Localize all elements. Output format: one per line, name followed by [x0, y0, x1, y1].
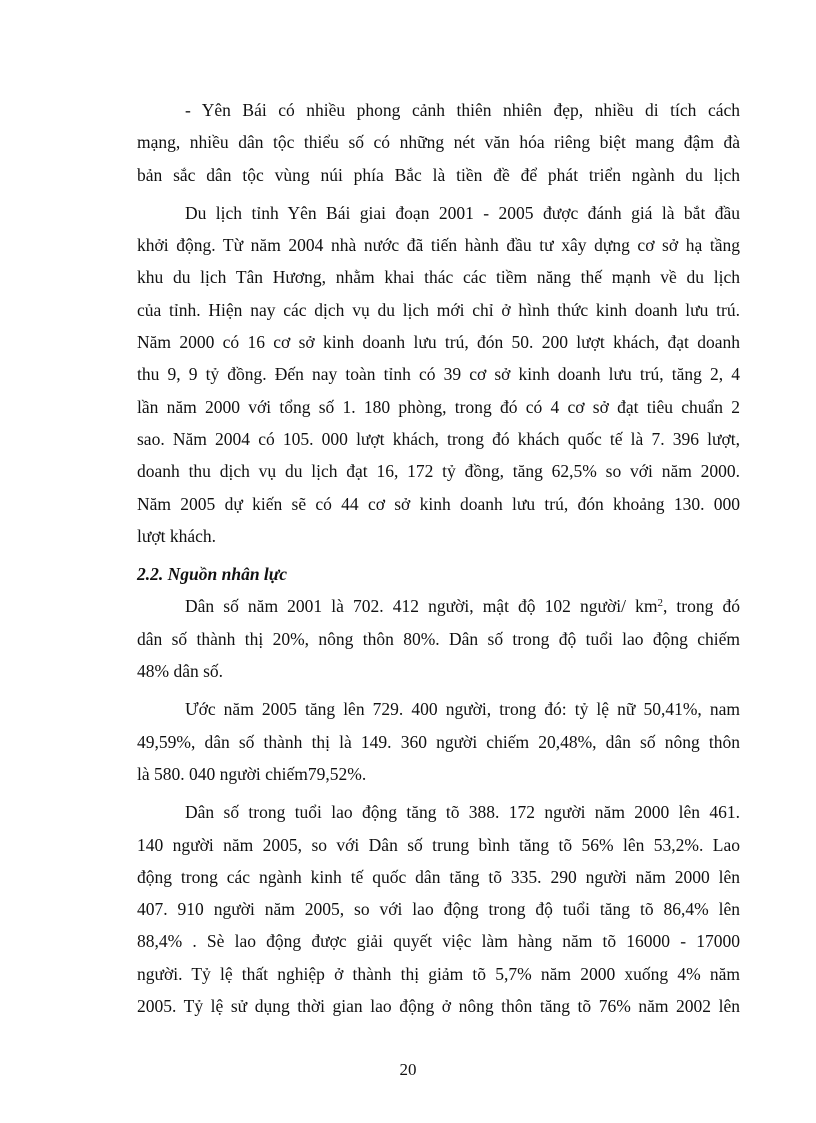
text-line: thu 9, 9 tỷ đồng. Đến nay toàn tỉnh có 39 cơ sở kinh doanh lưu trú, tăng 2, 4 [137, 364, 740, 385]
text-line: Năm 2005 dự kiến sẽ có 44 cơ sở kinh doanh lưu trú, đón khoảng 130. 000 [137, 493, 740, 514]
text-line: 48% dân số. [137, 661, 224, 682]
text-line: - Yên Bái có nhiều phong cảnh thiên nhiên đẹp, nhiều di tích cách [185, 100, 740, 120]
text-line: là 580. 040 người chiếm79,52%. [137, 763, 367, 784]
superscript: 2 [657, 597, 663, 610]
text-line: 49,59%, dân số thành thị là 149. 360 người chiếm 20,48%, dân số nông thôn [137, 731, 740, 752]
document-page [137, 94, 740, 1028]
text-line: Năm 2000 có 16 cơ sở kinh doanh lưu trú, đón 50. 200 lượt khách, đạt doanh [137, 332, 740, 353]
paragraph-tourism-stats [137, 197, 740, 552]
text-line: lần năm 2000 với tổng số 1. 180 phòng, trong đó có 4 cơ sở đạt tiêu chuẩn 2 [137, 396, 740, 417]
text-line: 88,4% . Sè lao động được giải quyết việc làm hàng năm tõ 16000 - 17000 [137, 931, 740, 952]
text-line: Du lịch tỉnh Yên Bái giai đoạn 2001 - 2005 được đánh giá là bắt đầu [185, 202, 740, 223]
paragraph-population-2005 [137, 693, 740, 790]
page-number: 20 [399, 1060, 417, 1079]
paragraph-population [137, 590, 740, 687]
section-heading: 2.2. Nguồn nhân lực [137, 564, 288, 585]
text-fragment: , trong đó [662, 596, 740, 617]
text-line: người. Tỷ lệ thất nghiệp ở thành thị giảm tõ 5,7% năm 2000 xuống 4% năm [137, 963, 740, 984]
paragraph-labor [137, 796, 740, 1022]
text-line: 2005. Tỷ lệ sử dụng thời gian lao động ở nông thôn tăng tõ 76% năm 2002 lên [137, 996, 740, 1017]
text-fragment: Dân số năm 2001 là 702. 412 người, mật độ 102 người/ km [185, 596, 658, 617]
paragraph-tourism-potential [137, 94, 740, 191]
text-line: bản sắc dân tộc vùng núi phía Bắc là tiền đề để phát triển ngành du lịch [137, 164, 740, 185]
text-line: khởi động. Từ năm 2004 nhà nước đã tiến hành đầu tư xây dựng cơ sở hạ tầng [137, 235, 740, 256]
text-line: mạng, nhiều dân tộc thiểu số có những nét văn hóa riêng biệt mang đậm đà [137, 132, 740, 153]
text-line: khu du lịch Tân Hương, nhằm khai thác các tiềm năng thế mạnh về du lịch [137, 267, 740, 288]
text-line: động trong các ngành kinh tế quốc dân tăng tõ 335. 290 người năm 2000 lên [137, 866, 740, 887]
text-line: 140 người năm 2005, so với Dân số trung bình tăng tõ 56% lên 53,2%. Lao [137, 834, 740, 855]
text-line [137, 590, 740, 622]
text-line: sao. Năm 2004 có 105. 000 lượt khách, trong đó khách quốc tế là 7. 396 lượt, [137, 428, 740, 449]
text-line: Ước năm 2005 tăng lên 729. 400 người, trong đó: tỷ lệ nữ 50,41%, nam [185, 699, 740, 720]
text-line: lượt khách. [137, 525, 216, 546]
text-line: 407. 910 người năm 2005, so với lao động trong độ tuổi tăng tõ 86,4% lên [137, 899, 740, 920]
text-line: dân số thành thị 20%, nông thôn 80%. Dân số trong độ tuổi lao động chiếm [137, 628, 740, 649]
text-line: Dân số trong tuổi lao động tăng tõ 388. 172 người năm 2000 lên 461. [185, 802, 740, 823]
text-line: doanh thu dịch vụ du lịch đạt 16, 172 tỷ đồng, tăng 62,5% so với năm 2000. [137, 461, 740, 482]
text-line: của tỉnh. Hiện nay các dịch vụ du lịch mới chỉ ở hình thức kinh doanh lưu trú. [137, 299, 740, 320]
